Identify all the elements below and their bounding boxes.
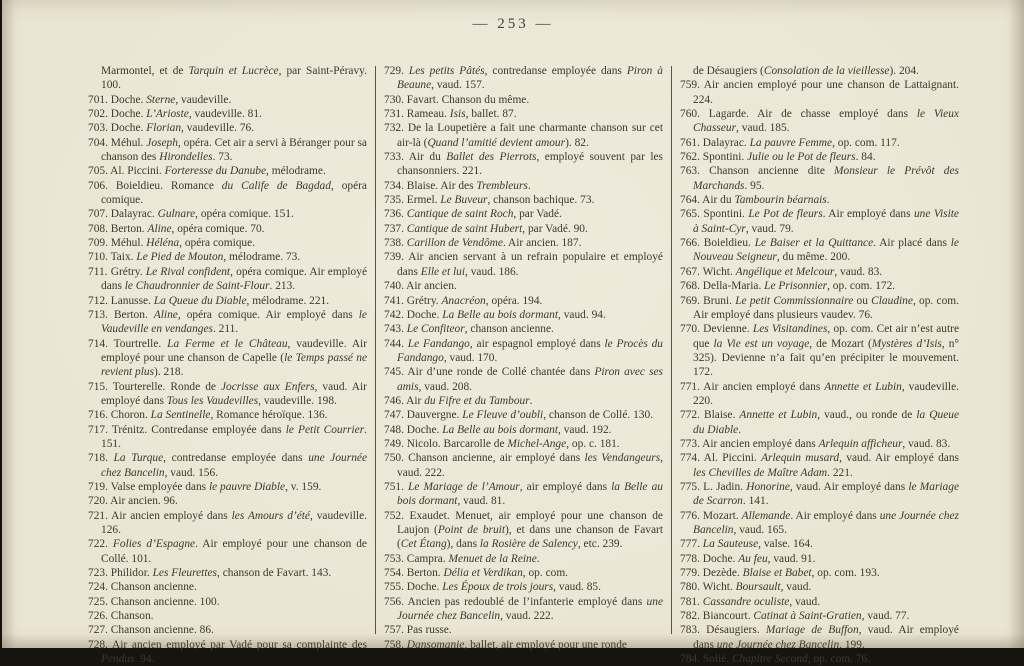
column-1	[88, 64, 367, 666]
index-entry: 737. Cantique de saint Hubert, par Vadé. 90.	[384, 222, 588, 235]
index-entry: 721. Air ancien employé dans les Amours d’été, vaudeville. 126.	[88, 509, 367, 536]
index-entry: 724. Chanson ancienne.	[88, 581, 197, 594]
index-entry: 749. Nicolo. Barcarolle de Michel-Ange, op. c. 181.	[384, 437, 620, 450]
index-entry: 753. Campra. Menuet de la Reine.	[384, 552, 540, 565]
index-entry: 763. Chanson ancienne dite Monsieur le Prévôt des Marchands. 95.	[680, 165, 959, 192]
index-entry: 762. Spontini. Julie ou le Pot de fleurs. 84.	[680, 151, 876, 164]
index-entry: 739. Air ancien servant à un refrain populaire et employé dans Elle et lui, vaud. 186.	[384, 251, 663, 278]
column-divider	[375, 66, 376, 634]
index-entry: 756. Ancien pas redoublé de l’infanterie employé dans une Journée chez Bancelin, vaud. 222.	[384, 595, 663, 623]
index-entry: Marmontel, et de Tarquin et Lucrèce, par Saint-Péravy. 100.	[101, 65, 367, 92]
column-divider	[671, 66, 672, 634]
index-entry: 741. Grétry. Anacréon, opéra. 194.	[384, 294, 543, 307]
index-entry: 715. Tourterelle. Ronde de Jocrisse aux Enfers, vaud. Air employé dans Tous les Vaudevilles, vaudeville. 198.	[88, 380, 367, 407]
index-entry: 708. Berton. Aline, opéra comique. 70.	[88, 222, 265, 235]
index-entry: 751. Le Mariage de l’Amour, air employé dans la Belle au bois dormant, vaud. 81.	[384, 480, 663, 508]
index-entry: 744. Le Fandango, air espagnol employé dans le Procès du Fandango, vaud. 170.	[384, 337, 663, 364]
index-entry: 768. Della-Maria. Le Prisonnier, op. com. 172.	[680, 280, 896, 293]
index-entry: 730. Favart. Chanson du même.	[384, 93, 530, 106]
index-entry: 733. Air du Ballet des Pierrots, employé souvent par les chansonniers. 221.	[384, 151, 663, 178]
index-entry: 712. Lanusse. La Queue du Diable, mélodrame. 221.	[88, 294, 330, 307]
index-entry: 776. Mozart. Allemande. Air employé dans une Journée chez Bancelin, vaud. 165.	[680, 509, 959, 536]
index-entry: 774. Al. Piccini. Arlequin musard, vaud. Air employé dans les Chevilles de Maître Adam. 221.	[680, 452, 959, 479]
index-entry: 778. Doche. Au feu, vaud. 91.	[680, 552, 816, 565]
index-entry: 727. Chanson ancienne. 86.	[88, 624, 214, 637]
index-entry: 703. Doche. Florian, vaudeville. 76.	[88, 122, 255, 135]
column-2	[384, 64, 663, 652]
index-entry: 707. Dalayrac. Gulnare, opéra comique. 151.	[88, 208, 294, 221]
index-entry: 735. Ermel. Le Buveur, chanson bachique. 73.	[384, 194, 595, 207]
column-3	[680, 64, 959, 666]
page-number: — 253 —	[472, 16, 554, 32]
index-entry: 784. Solié. Chapitre Second, op. com. 76.	[680, 653, 871, 666]
index-entry: 750. Chanson ancienne, air employé dans les Vendangeurs, vaud. 222.	[384, 452, 663, 479]
index-entry: 767. Wicht. Angélique et Melcour, vaud. 83.	[680, 265, 883, 278]
index-entry: 755. Doche. Les Époux de trois jours, vaud. 85.	[384, 581, 601, 594]
index-entry: 718. La Turque, contredanse employée dans une Journée chez Bancelin, vaud. 156.	[88, 452, 367, 479]
index-entry: 706. Boieldieu. Romance du Calife de Bagdad, opéra comique.	[88, 179, 367, 207]
index-entry: 726. Chanson.	[88, 610, 154, 623]
index-entry: 746. Air du Fifre et du Tambour.	[384, 394, 533, 407]
index-entry: 709. Méhul. Héléna, opéra comique.	[88, 237, 256, 250]
index-entry: 734. Blaise. Air des Trembleurs.	[384, 179, 531, 192]
index-entry: 765. Spontini. Le Pot de fleurs. Air employé dans une Visite à Saint-Cyr, vaud. 79.	[680, 208, 959, 235]
index-entry: 713. Berton. Aline, opéra comique. Air employé dans le Vaudeville en vendanges. 211.	[88, 308, 367, 336]
index-entry: 757. Pas russe.	[384, 624, 452, 637]
index-entry: 780. Wicht. Boursault, vaud.	[680, 581, 812, 594]
index-entry: 772. Blaise. Annette et Lubin, vaud., ou ronde de la Queue du Diable.	[680, 409, 960, 436]
index-entry: 710. Taix. Le Pied de Mouton, mélodrame. 73.	[88, 251, 301, 264]
index-entry: 736. Cantique de saint Roch, par Vadé.	[384, 208, 562, 221]
index-entry: 705. Al. Piccini. Forteresse du Danube, mélodrame.	[88, 165, 326, 178]
index-entry: 704. Méhul. Joseph, opéra. Cet air a servi à Béranger pour sa chanson des Hirondelles. 73.	[88, 136, 367, 164]
index-entry: 773. Air ancien employé dans Arlequin afficheur, vaud. 83.	[680, 437, 951, 450]
index-entry: 777. La Sauteuse, valse. 164.	[680, 538, 813, 551]
index-entry: 731. Rameau. Isis, ballet. 87.	[384, 108, 517, 121]
index-entry: 758. Dansomanie, ballet, air employé pour une ronde	[384, 638, 627, 651]
index-entry: 771. Air ancien employé dans Annette et Lubin, vaudeville. 220.	[680, 380, 959, 407]
index-entry: 752. Exaudet. Menuet, air employé pour une chanson de Laujon (Point de bruit), et dans une chanson de Favart (Cet Étang), dans la Rosière de Salency, etc. 239.	[384, 509, 664, 551]
index-entry: 782. Biancourt. Catinat à Saint-Gratien, vaud. 77.	[680, 610, 910, 623]
index-columns	[88, 64, 960, 666]
index-entry: 781. Cassandre oculiste, vaud.	[680, 595, 821, 608]
scanned-book-page	[2, 0, 1024, 666]
index-entry: 764. Air du Tambourin béarnais.	[680, 194, 830, 207]
index-entry: 745. Air d’une ronde de Collé chantée dans Piron avec ses amis, vaud. 208.	[384, 366, 663, 393]
index-entry: 770. Devienne. Les Visitandines, op. com. Cet air n’est autre que la Vie est un voyage, de Mozart (Mystères d’Isis, n° 325). Devienne n’a fait qu’en précipiter le mouvement. 172.	[680, 323, 960, 379]
index-entry: 711. Grétry. Le Rival confident, opéra comique. Air employé dans le Chaudronnier de Saint-Flour. 213.	[88, 265, 367, 293]
index-entry: de Désaugiers (Consolation de la vieillesse). 204.	[693, 65, 919, 77]
index-entry: 760. Lagarde. Air de chasse employé dans le Vieux Chasseur, vaud. 185.	[680, 108, 959, 135]
index-entry: 775. L. Jadin. Honorine, vaud. Air employé dans le Mariage de Scarron. 141.	[680, 480, 960, 508]
index-entry: 759. Air ancien employé pour une chanson de Lattaignant. 224.	[680, 79, 959, 106]
index-entry: 783. Désaugiers. Mariage de Buffon, vaud. Air employé dans une Journée chez Bancelin. 199.	[680, 624, 959, 651]
index-entry: 717. Trénitz. Contredanse employée dans le Petit Courrier. 151.	[88, 423, 367, 450]
index-entry: 728. Air ancien employé par Vadé pour sa complainte des Pendus. 94.	[88, 638, 367, 666]
index-entry: 719. Valse employée dans le pauvre Diable, v. 159.	[88, 480, 322, 493]
index-entry: 723. Philidor. Les Fleurettes, chanson de Favart. 143.	[88, 567, 332, 580]
index-entry: 761. Dalayrac. La pauvre Femme, op. com. 117.	[680, 136, 900, 149]
index-entry: 766. Boieldieu. Le Baiser et la Quittance. Air placé dans le Nouveau Seigneur, du même. 200.	[680, 237, 959, 264]
index-entry: 714. Tourtrelle. La Ferme et le Château, vaudeville. Air employé pour une chanson de Capelle (le Temps passé ne revient plus). 218.	[88, 337, 368, 379]
index-entry: 716. Choron. La Sentinelle, Romance héroïque. 136.	[88, 409, 328, 422]
index-entry: 732. De la Loupetière a fait une charmante chanson sur cet air-là (Quand l’amitié devient amour). 82.	[384, 122, 663, 149]
index-entry: 748. Doche. La Belle au bois dormant, vaud. 192.	[384, 423, 612, 436]
index-entry: 769. Bruni. Le petit Commissionnaire ou Claudine, op. com. Air employé dans plusieurs vaudev. 76.	[680, 294, 959, 321]
index-entry: 725. Chanson ancienne. 100.	[88, 595, 220, 608]
index-entry: 722. Folies d’Espagne. Air employé pour une chanson de Collé. 101.	[88, 538, 367, 565]
index-entry: 701. Doche. Sterne, vaudeville.	[88, 93, 232, 106]
index-entry: 740. Air ancien.	[384, 280, 457, 293]
index-entry: 779. Dezède. Blaise et Babet, op. com. 193.	[680, 567, 880, 580]
index-entry: 754. Berton. Délia et Verdikan, op. com.	[384, 567, 569, 580]
index-entry: 742. Doche. La Belle au bois dormant, vaud. 94.	[384, 308, 606, 321]
index-entry: 720. Air ancien. 96.	[88, 495, 178, 508]
index-entry: 747. Dauvergne. Le Fleuve d’oubli, chanson de Collé. 130.	[384, 409, 654, 422]
index-entry: 702. Doche. L’Arioste, vaudeville. 81.	[88, 108, 262, 121]
index-entry: 743. Le Confiteor, chanson ancienne.	[384, 323, 554, 336]
index-entry: 738. Carillon de Vendôme. Air ancien. 187.	[384, 237, 582, 250]
index-entry: 729. Les petits Pâtés, contredanse employée dans Piron à Beaune, vaud. 157.	[384, 65, 663, 92]
